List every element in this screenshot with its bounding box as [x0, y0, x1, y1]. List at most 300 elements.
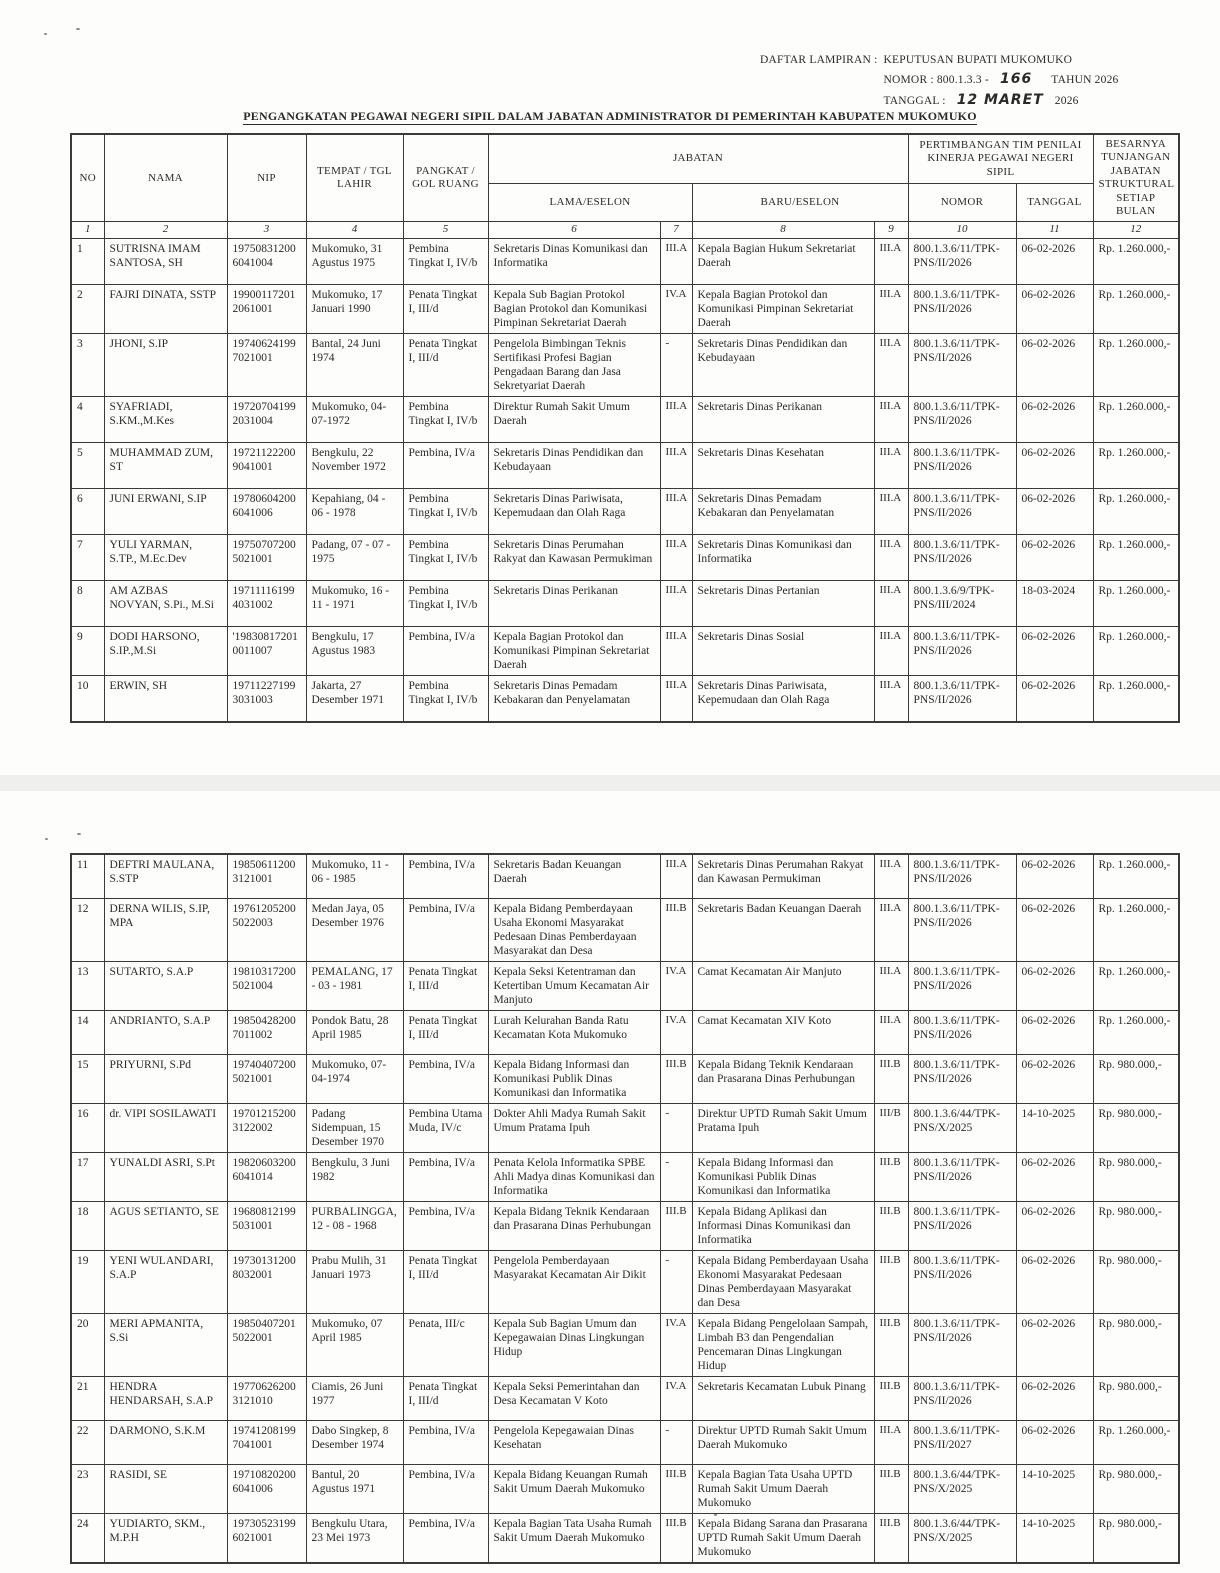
cell-nomor-pertimbangan: 800.1.3.6/11/TPK-PNS/II/2026 [908, 626, 1016, 675]
document-title-wrap [0, 107, 1220, 125]
cell-jabatan-baru: Kepala Bidang Informasi dan Komunikasi Publik Dinas Komunikasi dan Informatika [692, 1152, 874, 1201]
cell-eselon-baru: III.A [874, 442, 908, 488]
letterhead-line1: KEPUTUSAN BUPATI MUKOMUKO [883, 54, 1073, 66]
cell-pangkat-gol-ruang: Pembina, IV/a [403, 1201, 488, 1250]
letterhead [760, 52, 1118, 111]
cell-nomor-pertimbangan: 800.1.3.6/9/TPK-PNS/III/2024 [908, 580, 1016, 626]
cell-nomor-pertimbangan: 800.1.3.6/11/TPK-PNS/II/2026 [908, 534, 1016, 580]
cell-eselon-lama: III.B [660, 1464, 692, 1513]
cell-nama: DARMONO, S.K.M [104, 1420, 227, 1464]
cell-tunjangan: Rp. 1.260.000,- [1093, 488, 1179, 534]
cell-eselon-lama: IV.A [660, 284, 692, 333]
cell-jabatan-lama: Sekretaris Dinas Pariwisata, Kepemudaan dan Olah Raga [488, 488, 660, 534]
cell-eselon-lama: III.A [660, 580, 692, 626]
col-num-8: 8 [692, 222, 874, 238]
page-break-band [0, 775, 1220, 791]
cell-pangkat-gol-ruang: Penata Tingkat I, III/d [403, 1376, 488, 1420]
cell-jabatan-baru: Kepala Bagian Protokol dan Komunikasi Pimpinan Sekretariat Daerah [692, 284, 874, 333]
cell-no: 10 [71, 676, 104, 722]
cell-jabatan-lama: Kepala Sub Bagian Umum dan Kepegawaian Dinas Lingkungan Hidup [488, 1313, 660, 1376]
cell-pangkat-gol-ruang: Pembina Tingkat I, IV/b [403, 396, 488, 442]
cell-tanggal-pertimbangan: 06-02-2026 [1016, 676, 1093, 722]
cell-tunjangan: Rp. 980.000,- [1093, 1201, 1179, 1250]
cell-nip: 19730523199 6021001 [227, 1513, 306, 1563]
cell-pangkat-gol-ruang: Pembina, IV/a [403, 442, 488, 488]
col-header-nomor: NOMOR [908, 184, 1016, 222]
cell-tempat-tgl-lahir: Medan Jaya, 05 Desember 1976 [306, 898, 403, 961]
cell-pangkat-gol-ruang: Penata Tingkat I, III/d [403, 961, 488, 1010]
table-row [71, 1464, 1179, 1513]
cell-nama: MUHAMMAD ZUM, ST [104, 442, 227, 488]
cell-jabatan-baru: Kepala Bidang Pemberdayaan Usaha Ekonomi Masyarakat Pedesaan Dinas Pemberdayaan Masyarakat dan Desa [692, 1250, 874, 1313]
cell-nama: SYAFRIADI, S.KM.,M.Kes [104, 396, 227, 442]
table-row [71, 1103, 1179, 1152]
cell-pangkat-gol-ruang: Pembina, IV/a [403, 1054, 488, 1103]
cell-tunjangan: Rp. 980.000,- [1093, 1464, 1179, 1513]
cell-nomor-pertimbangan: 800.1.3.6/11/TPK-PNS/II/2026 [908, 1201, 1016, 1250]
cell-nip: 19750707200 5021001 [227, 534, 306, 580]
table-row [71, 626, 1179, 675]
cell-jabatan-lama: Lurah Kelurahan Banda Ratu Kecamatan Kota Mukomuko [488, 1010, 660, 1054]
cell-nip: 19740407200 5021001 [227, 1054, 306, 1103]
col-header-besarnya-tunjangan: BESARNYA TUNJANGAN JABATAN STRUKTURAL SETIAP BULAN [1093, 134, 1179, 222]
cell-nomor-pertimbangan: 800.1.3.6/11/TPK-PNS/II/2026 [908, 1010, 1016, 1054]
cell-jabatan-baru: Camat Kecamatan XIV Koto [692, 1010, 874, 1054]
letterhead-label: DAFTAR LAMPIRAN : [760, 54, 878, 66]
col-num-7: 7 [660, 222, 692, 238]
cell-tempat-tgl-lahir: Bengkulu, 3 Juni 1982 [306, 1152, 403, 1201]
cell-jabatan-lama: Sekretaris Dinas Perikanan [488, 580, 660, 626]
cell-eselon-lama: III.A [660, 534, 692, 580]
cell-tanggal-pertimbangan: 06-02-2026 [1016, 442, 1093, 488]
cell-nip: 19721122200 9041001 [227, 442, 306, 488]
cell-tanggal-pertimbangan: 06-02-2026 [1016, 626, 1093, 675]
table-row [71, 534, 1179, 580]
cell-tanggal-pertimbangan: 06-02-2026 [1016, 238, 1093, 284]
cell-nip: 19770626200 3121010 [227, 1376, 306, 1420]
table-row [71, 1250, 1179, 1313]
table-row [71, 1313, 1179, 1376]
tanggal-handwritten: 12 MARET [956, 92, 1044, 109]
cell-pangkat-gol-ruang: Penata Tingkat I, III/d [403, 333, 488, 396]
cell-nomor-pertimbangan: 800.1.3.6/11/TPK-PNS/II/2026 [908, 284, 1016, 333]
col-num-3: 3 [227, 222, 306, 238]
cell-tempat-tgl-lahir: PEMALANG, 17 - 03 - 1981 [306, 961, 403, 1010]
cell-nama: JUNI ERWANI, S.IP [104, 488, 227, 534]
cell-nip: 19711227199 3031003 [227, 676, 306, 722]
cell-pangkat-gol-ruang: Pembina, IV/a [403, 1513, 488, 1563]
cell-nomor-pertimbangan: 800.1.3.6/11/TPK-PNS/II/2026 [908, 488, 1016, 534]
cell-jabatan-lama: Sekretaris Dinas Pendidikan dan Kebudayaan [488, 442, 660, 488]
cell-tempat-tgl-lahir: Dabo Singkep, 8 Desember 1974 [306, 1420, 403, 1464]
table-row [71, 580, 1179, 626]
cell-nip: 19810317200 5021004 [227, 961, 306, 1010]
cell-nomor-pertimbangan: 800.1.3.6/11/TPK-PNS/II/2026 [908, 238, 1016, 284]
cell-no: 12 [71, 898, 104, 961]
col-header-pertimbangan: PERTIMBANGAN TIM PENILAI KINERJA PEGAWAI NEGERI SIPIL [908, 134, 1093, 184]
col-num-2: 2 [104, 222, 227, 238]
cell-tanggal-pertimbangan: 06-02-2026 [1016, 854, 1093, 898]
nomor-tail: TAHUN 2026 [1051, 74, 1119, 87]
scan-speck [76, 28, 80, 30]
cell-tempat-tgl-lahir: Prabu Mulih, 31 Januari 1973 [306, 1250, 403, 1313]
cell-nip: 19710820200 6041006 [227, 1464, 306, 1513]
col-header-lama-eselon: LAMA/ESELON [488, 184, 692, 222]
cell-jabatan-lama: Sekretaris Dinas Perumahan Rakyat dan Kawasan Permukiman [488, 534, 660, 580]
col-num-9: 9 [874, 222, 908, 238]
cell-eselon-lama: - [660, 1103, 692, 1152]
cell-no: 9 [71, 626, 104, 675]
cell-no: 21 [71, 1376, 104, 1420]
table-row [71, 442, 1179, 488]
cell-nip: 19761205200 5022003 [227, 898, 306, 961]
cell-eselon-lama: III.B [660, 898, 692, 961]
cell-tempat-tgl-lahir: Mukomuko, 31 Agustus 1975 [306, 238, 403, 284]
cell-nip: 19750831200 6041004 [227, 238, 306, 284]
cell-nip: 19701215200 3122002 [227, 1103, 306, 1152]
cell-nama: PRIYURNI, S.Pd [104, 1054, 227, 1103]
cell-no: 3 [71, 333, 104, 396]
cell-no: 11 [71, 854, 104, 898]
cell-jabatan-lama: Pengelola Kepegawaian Dinas Kesehatan [488, 1420, 660, 1464]
table-row [71, 1010, 1179, 1054]
cell-tempat-tgl-lahir: Bantal, 24 Juni 1974 [306, 333, 403, 396]
cell-pangkat-gol-ruang: Penata Tingkat I, III/d [403, 284, 488, 333]
cell-tunjangan: Rp. 1.260.000,- [1093, 238, 1179, 284]
table-row [71, 1376, 1179, 1420]
cell-tempat-tgl-lahir: Bengkulu, 17 Agustus 1983 [306, 626, 403, 675]
cell-jabatan-lama: Kepala Bidang Informasi dan Komunikasi Publik Dinas Komunikasi dan Informatika [488, 1054, 660, 1103]
cell-tanggal-pertimbangan: 06-02-2026 [1016, 1152, 1093, 1201]
table-body-page2 [71, 854, 1179, 1563]
cell-eselon-lama: IV.A [660, 1376, 692, 1420]
cell-jabatan-lama: Kepala Seksi Pemerintahan dan Desa Kecamatan V Koto [488, 1376, 660, 1420]
cell-tunjangan: Rp. 1.260.000,- [1093, 333, 1179, 396]
table-row [71, 1054, 1179, 1103]
scan-speck [45, 838, 48, 840]
cell-nip: 19850611200 3121001 [227, 854, 306, 898]
cell-tunjangan: Rp. 1.260.000,- [1093, 854, 1179, 898]
cell-tempat-tgl-lahir: Mukomuko, 07-04-1974 [306, 1054, 403, 1103]
cell-tunjangan: Rp. 1.260.000,- [1093, 396, 1179, 442]
cell-jabatan-lama: Kepala Seksi Ketentraman dan Ketertiban Umum Kecamatan Air Manjuto [488, 961, 660, 1010]
cell-nip: 19900117201 2061001 [227, 284, 306, 333]
cell-jabatan-lama: Pengelola Pemberdayaan Masyarakat Kecamatan Air Dikit [488, 1250, 660, 1313]
cell-tempat-tgl-lahir: Ciamis, 26 Juni 1977 [306, 1376, 403, 1420]
cell-nomor-pertimbangan: 800.1.3.6/11/TPK-PNS/II/2026 [908, 961, 1016, 1010]
cell-tempat-tgl-lahir: Bantul, 20 Agustus 1971 [306, 1464, 403, 1513]
cell-nama: SUTARTO, S.A.P [104, 961, 227, 1010]
cell-tanggal-pertimbangan: 06-02-2026 [1016, 1420, 1093, 1464]
cell-tanggal-pertimbangan: 06-02-2026 [1016, 1054, 1093, 1103]
cell-tempat-tgl-lahir: Mukomuko, 07 April 1985 [306, 1313, 403, 1376]
cell-nama: DEFTRI MAULANA, S.STP [104, 854, 227, 898]
cell-eselon-baru: III.B [874, 1376, 908, 1420]
cell-tempat-tgl-lahir: Mukomuko, 17 Januari 1990 [306, 284, 403, 333]
cell-jabatan-lama: Direktur Rumah Sakit Umum Daerah [488, 396, 660, 442]
cell-tanggal-pertimbangan: 06-02-2026 [1016, 961, 1093, 1010]
cell-no: 18 [71, 1201, 104, 1250]
cell-jabatan-lama: Sekretaris Badan Keuangan Daerah [488, 854, 660, 898]
cell-pangkat-gol-ruang: Pembina Tingkat I, IV/b [403, 534, 488, 580]
cell-pangkat-gol-ruang: Pembina Tingkat I, IV/b [403, 238, 488, 284]
cell-tunjangan: Rp. 1.260.000,- [1093, 1010, 1179, 1054]
cell-tunjangan: Rp. 980.000,- [1093, 1376, 1179, 1420]
cell-tanggal-pertimbangan: 06-02-2026 [1016, 396, 1093, 442]
cell-no: 19 [71, 1250, 104, 1313]
cell-tanggal-pertimbangan: 06-02-2026 [1016, 1376, 1093, 1420]
table-header [71, 134, 1179, 238]
cell-nama: YUDIARTO, SKM., M.P.H [104, 1513, 227, 1563]
nomor-text: NOMOR : 800.1.3.3 - [883, 74, 989, 87]
cell-nama: JHONI, S.IP [104, 333, 227, 396]
cell-nama: AGUS SETIANTO, SE [104, 1201, 227, 1250]
cell-eselon-baru: III.A [874, 1010, 908, 1054]
cell-pangkat-gol-ruang: Pembina, IV/a [403, 898, 488, 961]
cell-nama: MERI APMANITA, S.Si [104, 1313, 227, 1376]
table-row [71, 1420, 1179, 1464]
scan-speck [77, 833, 81, 835]
cell-tunjangan: Rp. 1.260.000,- [1093, 626, 1179, 675]
cell-jabatan-lama: Kepala Bagian Tata Usaha Rumah Sakit Umum Daerah Mukomuko [488, 1513, 660, 1563]
cell-tunjangan: Rp. 1.260.000,- [1093, 442, 1179, 488]
cell-eselon-baru: III.A [874, 898, 908, 961]
cell-jabatan-lama: Sekretaris Dinas Pemadam Kebakaran dan Penyelamatan [488, 676, 660, 722]
cell-eselon-lama: - [660, 1152, 692, 1201]
cell-nomor-pertimbangan: 800.1.3.6/11/TPK-PNS/II/2026 [908, 1313, 1016, 1376]
cell-tunjangan: Rp. 980.000,- [1093, 1250, 1179, 1313]
cell-nomor-pertimbangan: 800.1.3.6/11/TPK-PNS/II/2026 [908, 333, 1016, 396]
tanggal-tail: 2026 [1054, 95, 1079, 108]
col-num-11: 11 [1016, 222, 1093, 238]
cell-no: 6 [71, 488, 104, 534]
cell-tanggal-pertimbangan: 06-02-2026 [1016, 534, 1093, 580]
cell-pangkat-gol-ruang: Pembina, IV/a [403, 626, 488, 675]
cell-jabatan-baru: Sekretaris Dinas Pendidikan dan Kebudayaan [692, 333, 874, 396]
cell-eselon-baru: III.A [874, 626, 908, 675]
cell-tempat-tgl-lahir: Pondok Batu, 28 April 1985 [306, 1010, 403, 1054]
cell-tunjangan: Rp. 1.260.000,- [1093, 898, 1179, 961]
cell-eselon-lama: - [660, 1420, 692, 1464]
cell-pangkat-gol-ruang: Pembina Tingkat I, IV/b [403, 580, 488, 626]
cell-pangkat-gol-ruang: Pembina Tingkat I, IV/b [403, 676, 488, 722]
cell-jabatan-baru: Sekretaris Dinas Pertanian [692, 580, 874, 626]
cell-nama: AM AZBAS NOVYAN, S.Pi., M.Si [104, 580, 227, 626]
cell-tunjangan: Rp. 1.260.000,- [1093, 284, 1179, 333]
cell-tanggal-pertimbangan: 06-02-2026 [1016, 1010, 1093, 1054]
cell-tanggal-pertimbangan: 06-02-2026 [1016, 488, 1093, 534]
cell-eselon-lama: - [660, 1250, 692, 1313]
cell-eselon-lama: - [660, 333, 692, 396]
cell-pangkat-gol-ruang: Penata Tingkat I, III/d [403, 1010, 488, 1054]
cell-jabatan-baru: Sekretaris Badan Keuangan Daerah [692, 898, 874, 961]
cell-eselon-baru: III.A [874, 854, 908, 898]
tanggal-text: TANGGAL : [883, 95, 946, 108]
cell-tempat-tgl-lahir: Mukomuko, 11 - 06 - 1985 [306, 854, 403, 898]
cell-tempat-tgl-lahir: Bengkulu Utara, 23 Mei 1973 [306, 1513, 403, 1563]
table-body-page1 [71, 238, 1179, 721]
cell-nama: ANDRIANTO, S.A.P [104, 1010, 227, 1054]
table-row [71, 284, 1179, 333]
cell-jabatan-baru: Kepala Bidang Sarana dan Prasarana UPTD Rumah Sakit Umum Daerah Mukomuko [692, 1513, 874, 1563]
col-num-5: 5 [403, 222, 488, 238]
cell-eselon-baru: III.B [874, 1201, 908, 1250]
cell-pangkat-gol-ruang: Penata Tingkat I, III/d [403, 1250, 488, 1313]
col-header-nip: NIP [227, 134, 306, 222]
cell-nomor-pertimbangan: 800.1.3.6/11/TPK-PNS/II/2026 [908, 676, 1016, 722]
cell-eselon-baru: III.A [874, 333, 908, 396]
cell-jabatan-baru: Direktur UPTD Rumah Sakit Umum Daerah Mukomuko [692, 1420, 874, 1464]
cell-nama: HENDRA HENDARSAH, S.A.P [104, 1376, 227, 1420]
cell-no: 4 [71, 396, 104, 442]
cell-nip: 19711116199 4031002 [227, 580, 306, 626]
cell-nip: 19850407201 5022001 [227, 1313, 306, 1376]
cell-tunjangan: Rp. 1.260.000,- [1093, 580, 1179, 626]
cell-nomor-pertimbangan: 800.1.3.6/11/TPK-PNS/II/2027 [908, 1420, 1016, 1464]
cell-no: 24 [71, 1513, 104, 1563]
cell-eselon-lama: IV.A [660, 1010, 692, 1054]
col-num-6: 6 [488, 222, 660, 238]
cell-jabatan-baru: Kepala Bidang Teknik Kendaraan dan Prasarana Dinas Perhubungan [692, 1054, 874, 1103]
cell-no: 13 [71, 961, 104, 1010]
cell-pangkat-gol-ruang: Pembina Tingkat I, IV/b [403, 488, 488, 534]
cell-pangkat-gol-ruang: Pembina Utama Muda, IV/c [403, 1103, 488, 1152]
cell-jabatan-baru: Sekretaris Dinas Komunikasi dan Informatika [692, 534, 874, 580]
cell-jabatan-lama: Kepala Bidang Keuangan Rumah Sakit Umum Daerah Mukomuko [488, 1464, 660, 1513]
table-row [71, 488, 1179, 534]
cell-tunjangan: Rp. 1.260.000,- [1093, 676, 1179, 722]
cell-nip: '19830817201 0011007 [227, 626, 306, 675]
cell-eselon-baru: III.A [874, 534, 908, 580]
col-header-tempat-tgl-lahir: TEMPAT / TGL LAHIR [306, 134, 403, 222]
cell-eselon-lama: IV.A [660, 1313, 692, 1376]
col-num-1: 1 [71, 222, 104, 238]
cell-nip: 19720704199 2031004 [227, 396, 306, 442]
cell-pangkat-gol-ruang: Pembina, IV/a [403, 1152, 488, 1201]
cell-eselon-baru: III.A [874, 488, 908, 534]
cell-nomor-pertimbangan: 800.1.3.6/11/TPK-PNS/II/2026 [908, 396, 1016, 442]
cell-eselon-lama: III.A [660, 626, 692, 675]
table-row [71, 898, 1179, 961]
cell-no: 17 [71, 1152, 104, 1201]
cell-nama: YENI WULANDARI, S.A.P [104, 1250, 227, 1313]
cell-nama: ERWIN, SH [104, 676, 227, 722]
cell-jabatan-baru: Kepala Bagian Hukum Sekretariat Daerah [692, 238, 874, 284]
cell-jabatan-baru: Kepala Bagian Tata Usaha UPTD Rumah Sakit Umum Daerah Mukomuko [692, 1464, 874, 1513]
cell-tanggal-pertimbangan: 06-02-2026 [1016, 284, 1093, 333]
cell-eselon-lama: III.A [660, 488, 692, 534]
cell-no: 7 [71, 534, 104, 580]
cell-nip: 19740624199 7021001 [227, 333, 306, 396]
table-row [71, 1152, 1179, 1201]
cell-eselon-baru: III.A [874, 238, 908, 284]
cell-eselon-lama: III.A [660, 854, 692, 898]
cell-no: 2 [71, 284, 104, 333]
cell-nip: 19730131200 8032001 [227, 1250, 306, 1313]
table-row [71, 333, 1179, 396]
cell-tanggal-pertimbangan: 06-02-2026 [1016, 898, 1093, 961]
cell-tempat-tgl-lahir: Mukomuko, 16 - 11 - 1971 [306, 580, 403, 626]
col-header-jabatan: JABATAN [488, 134, 908, 184]
cell-jabatan-baru: Sekretaris Dinas Kesehatan [692, 442, 874, 488]
cell-nama: dr. VIPI SOSILAWATI [104, 1103, 227, 1152]
cell-eselon-baru: III.B [874, 1152, 908, 1201]
cell-nama: YUNALDI ASRI, S.Pt [104, 1152, 227, 1201]
document-title: PENGANGKATAN PEGAWAI NEGERI SIPIL DALAM JABATAN ADMINISTRATOR DI PEMERINTAH KABUPATEN MUKOMUKO [243, 109, 977, 123]
cell-jabatan-lama: Pengelola Bimbingan Teknis Sertifikasi Profesi Bagian Pengadaan Barang dan Jasa Sekretyariat Daerah [488, 333, 660, 396]
cell-nomor-pertimbangan: 800.1.3.6/44/TPK-PNS/X/2025 [908, 1464, 1016, 1513]
cell-eselon-lama: IV.A [660, 961, 692, 1010]
col-num-4: 4 [306, 222, 403, 238]
cell-nama: YULI YARMAN, S.TP., M.Ec.Dev [104, 534, 227, 580]
cell-nama: DODI HARSONO, S.IP.,M.Si [104, 626, 227, 675]
cell-jabatan-lama: Penata Kelola Informatika SPBE Ahli Madya dinas Komunikasi dan Informatika [488, 1152, 660, 1201]
cell-eselon-baru: III.A [874, 284, 908, 333]
cell-jabatan-lama: Kepala Bidang Teknik Kendaraan dan Prasarana Dinas Perhubungan [488, 1201, 660, 1250]
cell-jabatan-lama: Dokter Ahli Madya Rumah Sakit Umum Pratama Ipuh [488, 1103, 660, 1152]
cell-nomor-pertimbangan: 800.1.3.6/44/TPK-PNS/X/2025 [908, 1513, 1016, 1563]
cell-eselon-baru: III.B [874, 1250, 908, 1313]
letterhead-nomor-line [884, 69, 1119, 90]
cell-eselon-lama: III.B [660, 1054, 692, 1103]
cell-nama: FAJRI DINATA, SSTP [104, 284, 227, 333]
cell-eselon-baru: III.A [874, 1420, 908, 1464]
col-header-baru-eselon: BARU/ESELON [692, 184, 908, 222]
cell-tunjangan: Rp. 1.260.000,- [1093, 1420, 1179, 1464]
table-row [71, 238, 1179, 284]
column-number-row [71, 222, 1179, 238]
cell-eselon-baru: III.A [874, 676, 908, 722]
cell-eselon-lama: III.B [660, 1201, 692, 1250]
cell-eselon-lama: III.A [660, 442, 692, 488]
cell-nip: 19820603200 6041014 [227, 1152, 306, 1201]
cell-tunjangan: Rp. 980.000,- [1093, 1513, 1179, 1563]
cell-jabatan-lama: Sekretaris Dinas Komunikasi dan Informatika [488, 238, 660, 284]
cell-tanggal-pertimbangan: 14-10-2025 [1016, 1103, 1093, 1152]
cell-no: 22 [71, 1420, 104, 1464]
cell-tanggal-pertimbangan: 06-02-2026 [1016, 333, 1093, 396]
scan-speck [44, 33, 47, 35]
col-header-no: NO [71, 134, 104, 222]
cell-nip: 19741208199 7041001 [227, 1420, 306, 1464]
table-row [71, 676, 1179, 722]
cell-jabatan-baru: Kepala Bidang Aplikasi dan Informasi Dinas Komunikasi dan Informatika [692, 1201, 874, 1250]
cell-nomor-pertimbangan: 800.1.3.6/11/TPK-PNS/II/2026 [908, 1376, 1016, 1420]
nomor-handwritten: 166 [999, 71, 1033, 88]
cell-eselon-baru: III.B [874, 1464, 908, 1513]
cell-no: 16 [71, 1103, 104, 1152]
cell-nomor-pertimbangan: 800.1.3.6/11/TPK-PNS/II/2026 [908, 1054, 1016, 1103]
cell-nama: SUTRISNA IMAM SANTOSA, SH [104, 238, 227, 284]
cell-jabatan-lama: Kepala Sub Bagian Protokol Bagian Protokol dan Komunikasi Pimpinan Sekretariat Daerah [488, 284, 660, 333]
cell-nip: 19780604200 6041006 [227, 488, 306, 534]
col-num-12: 12 [1093, 222, 1179, 238]
cell-no: 23 [71, 1464, 104, 1513]
col-header-tanggal: TANGGAL [1016, 184, 1093, 222]
table-row [71, 1201, 1179, 1250]
cell-no: 1 [71, 238, 104, 284]
appointments-table-page2 [70, 853, 1180, 1564]
cell-pangkat-gol-ruang: Pembina, IV/a [403, 1464, 488, 1513]
table-row [71, 854, 1179, 898]
cell-tunjangan: Rp. 1.260.000,- [1093, 534, 1179, 580]
cell-nip: 19680812199 5031001 [227, 1201, 306, 1250]
cell-eselon-baru: III.A [874, 396, 908, 442]
cell-eselon-baru: III/B [874, 1103, 908, 1152]
cell-jabatan-baru: Sekretaris Dinas Perikanan [692, 396, 874, 442]
cell-nama: DERNA WILIS, S.IP, MPA [104, 898, 227, 961]
cell-nomor-pertimbangan: 800.1.3.6/11/TPK-PNS/II/2026 [908, 898, 1016, 961]
